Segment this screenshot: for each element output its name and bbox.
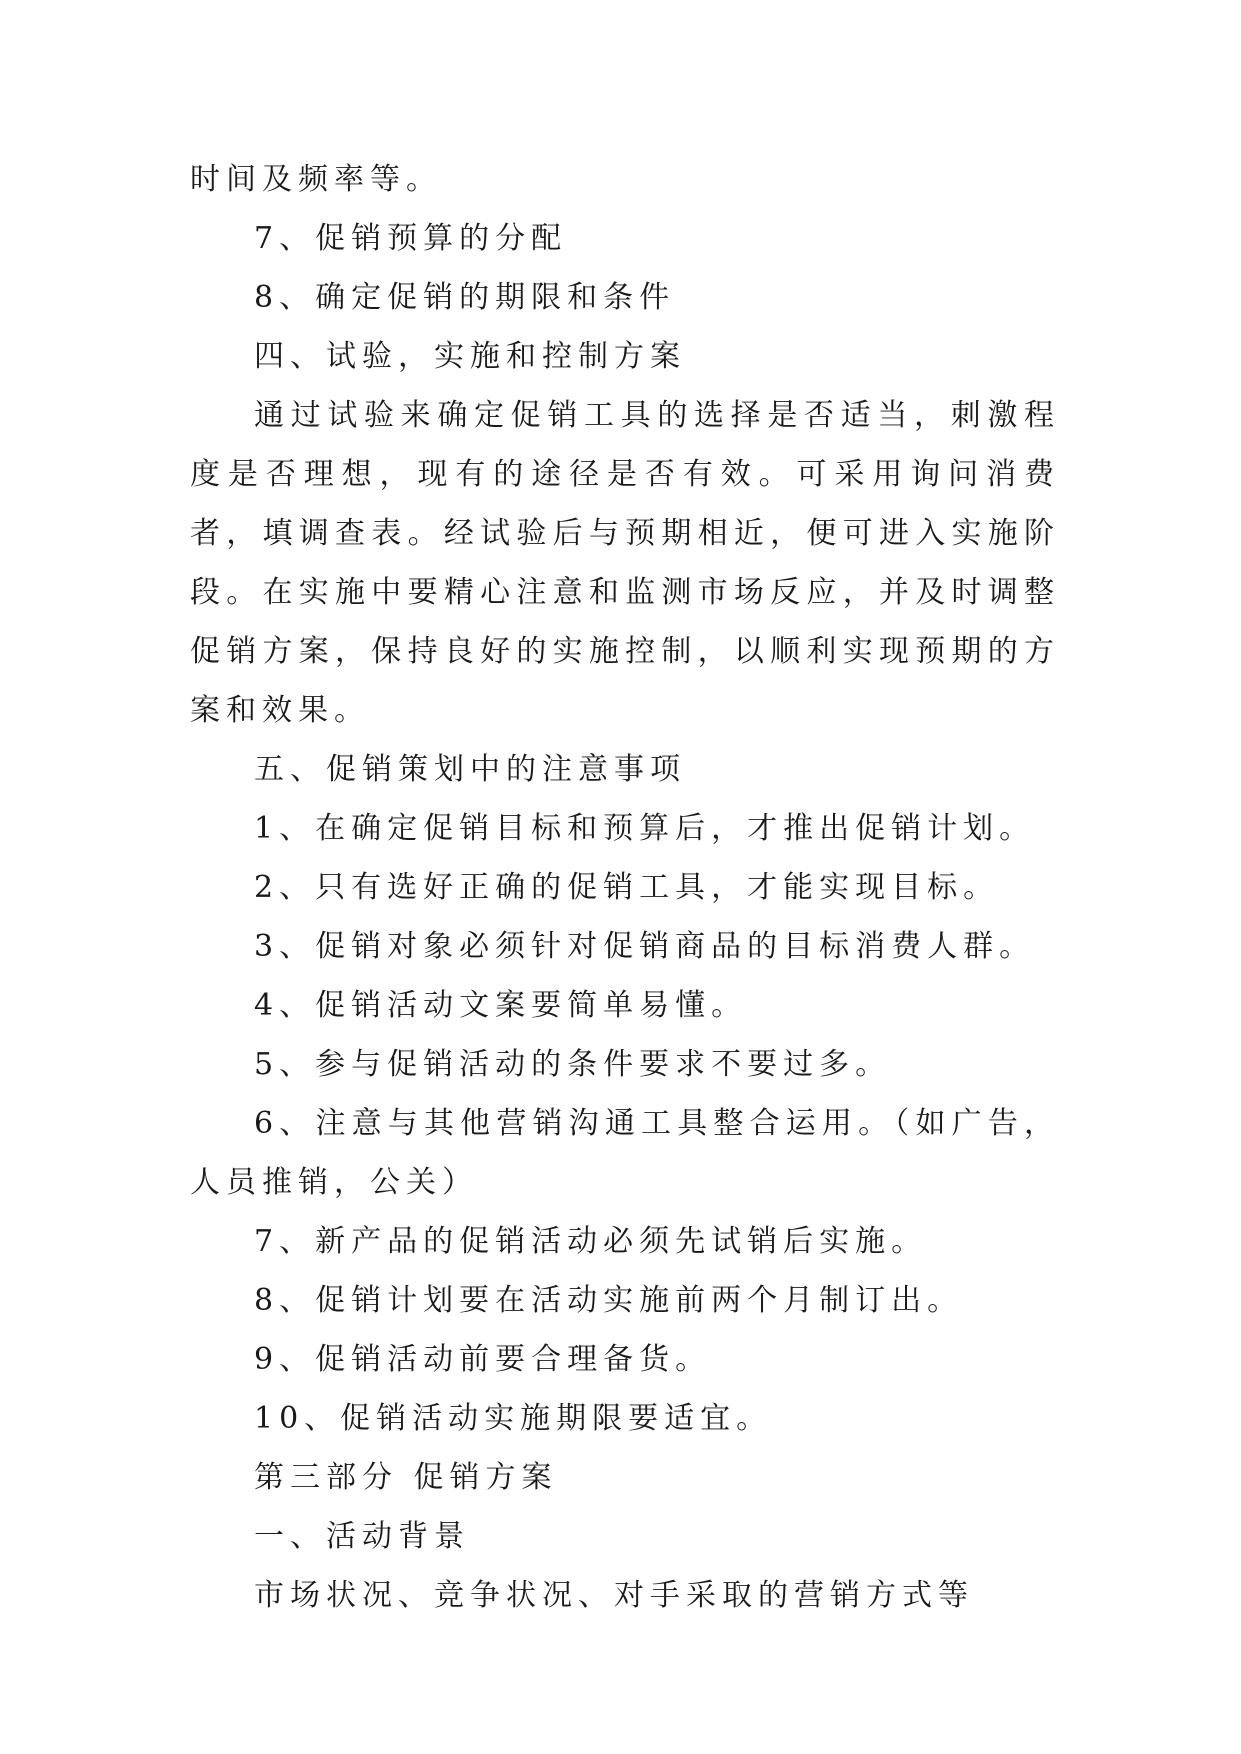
list-item: 1、在确定促销目标和预算后，才推出促销计划。 [254, 811, 1036, 846]
list-item-period: 8、确定促销的期限和条件 [254, 280, 676, 315]
paragraph: 时间及频率等。 [190, 162, 442, 197]
list-item-budget: 7、促销预算的分配 [254, 221, 568, 256]
list-item: 4、促销活动文案要简单易懂。 [254, 988, 748, 1023]
list-item: 6、注意与其他营销沟通工具整合运用。（如广告，人员推销，公关） [190, 1106, 1060, 1200]
section-heading-5: 五、促销策划中的注意事项 [254, 752, 686, 787]
section-heading-1: 一、活动背景 [254, 1519, 470, 1554]
list-item: 10、促销活动实施期限要适宜。 [254, 1401, 773, 1436]
list-item: 3、促销对象必须针对促销商品的目标消费人群。 [254, 929, 1036, 964]
section-heading-4: 四、试验，实施和控制方案 [254, 339, 686, 374]
list-item: 7、新产品的促销活动必须先试销后实施。 [254, 1224, 928, 1259]
document-body [190, 150, 1060, 1625]
paragraph-background: 市场状况、竞争状况、对手采取的营销方式等 [254, 1578, 974, 1613]
list-item: 9、促销活动前要合理备货。 [254, 1342, 712, 1377]
list-item: 8、促销计划要在活动实施前两个月制订出。 [254, 1283, 964, 1318]
paragraph-testing: 通过试验来确定促销工具的选择是否适当，刺激程度是否理想，现有的途径是否有效。可采用询问消费者，填调查表。经试验后与预期相近，便可进入实施阶段。在实施中要精心注意和监测市场反应，并及时调整促销方案，保持良好的实施控制，以顺利实现预期的方案和效果。 [190, 398, 1060, 728]
list-item: 5、参与促销活动的条件要求不要过多。 [254, 1047, 892, 1082]
part-heading: 第三部分 促销方案 [254, 1460, 558, 1495]
list-item: 2、只有选好正确的促销工具，才能实现目标。 [254, 870, 1000, 905]
